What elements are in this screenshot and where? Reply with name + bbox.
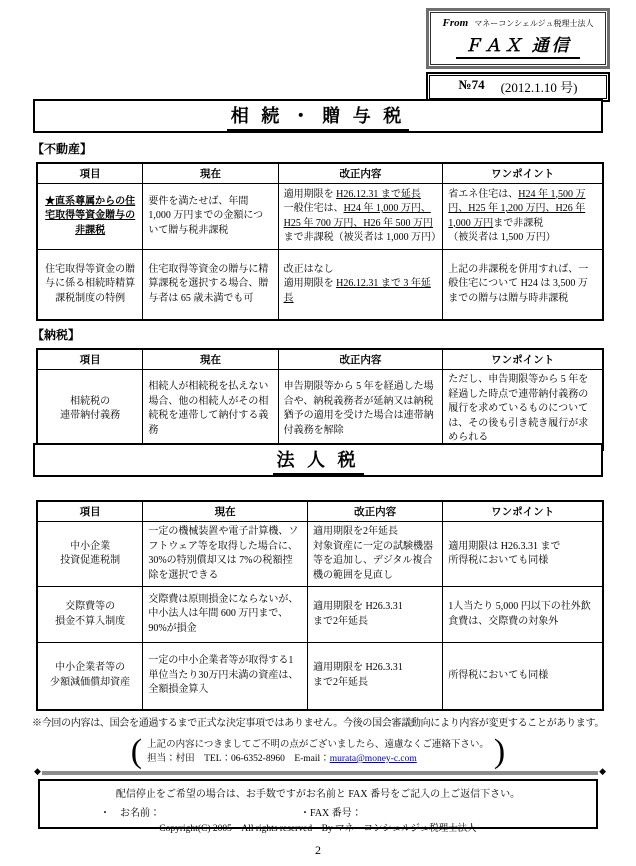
- cell-item: 交際費等の 損金不算入制度: [37, 587, 143, 643]
- fax-newsletter-title: ＦＡＸ 通信: [456, 31, 579, 59]
- cell-current: 要件を満たせば、年間 1,000 万円までの金額について贈与税非課税: [143, 184, 278, 250]
- section-title-corporate-tax: [33, 443, 603, 477]
- right-diamond-icon: ◆: [599, 767, 606, 777]
- cell-current: 交際費は原則損金にならないが、中小法人は年間 600 万円まで、90%が損金: [143, 587, 308, 643]
- cell-item: 住宅取得等資金の贈与に係る相続時精算課税制度の特例: [37, 250, 143, 320]
- tax-table-real-estate: [36, 162, 604, 321]
- unsubscribe-box: [38, 779, 598, 834]
- cell-revision: 改正はなし 適用期限を H26.12.31 まで 3 年延長: [278, 250, 443, 320]
- contact-lines: [147, 738, 489, 766]
- cell-item: 中小企業 投資促進税制: [37, 522, 143, 587]
- cell-current: 一定の中小企業者等が取得する1単位当たり30万円未満の資産は、全額損金算入: [143, 643, 308, 710]
- table-row: [37, 522, 603, 587]
- subsection-label-tax-payment: 【納税】: [32, 328, 81, 342]
- right-paren-icon: ): [493, 733, 506, 770]
- cell-current: 住宅取得等資金の贈与に精算課税を選択する場合、贈与者は 65 歳未満でも可: [143, 250, 278, 320]
- issue-box-inner: [429, 75, 607, 99]
- cell-onepoint: 省エネ住宅は、H24 年 1,500 万円、H25 年 1,200 万円、H26 年 1,000 万円まで非課税 （被災者は 1,500 万円）: [443, 184, 603, 250]
- name-field-label: ・ お名前：: [100, 808, 160, 819]
- contact-note: [0, 733, 636, 770]
- table-row: [37, 370, 603, 450]
- column-header-current: 現在: [143, 349, 278, 370]
- cell-current: 一定の機械装置や電子計算機、ソフトウェア等を取得した場合に、30%の特別償却又は 7%の税額控除を選択できる: [143, 522, 308, 587]
- left-diamond-icon: ◆: [34, 767, 41, 777]
- column-header-revision: 改正内容: [308, 501, 443, 522]
- cell-item: 相続税の 連帯納付義務: [37, 370, 143, 450]
- cell-onepoint: ただし、申告期限等から 5 年を経過した時点で連帯納付義務の履行を求めているものについては、その後も引き続き履行が求められる: [443, 370, 603, 450]
- issue-date: (2012.1.10 号): [500, 80, 578, 95]
- column-header-onepoint: ワンポイント: [443, 501, 603, 522]
- footnote: ※今回の内容は、国会を通過するまで正式な決定事項ではありません。今後の国会審議動向により内容が変更することがあります。: [32, 718, 605, 729]
- fax-newsletter-box: [426, 8, 610, 69]
- copyright: Copyright(C) 2005 All rights reserved By マネーコンシェルジュ税理士法人: [159, 824, 477, 834]
- fax-newsletter-box-inner: [430, 12, 606, 65]
- column-header-onepoint: ワンポイント: [443, 163, 603, 184]
- issue-box: [426, 72, 610, 102]
- tax-table-corporate: [36, 500, 604, 711]
- issue-number: №74: [458, 77, 485, 92]
- cell-item: ★直系尊属からの住宅取得等資金贈与の非課税: [37, 184, 143, 250]
- contact-line1: 上記の内容につきましてご不明の点がございましたら、遠慮なくご連絡下さい。: [147, 740, 489, 750]
- cell-revision: 適用期限を H26.3.31 まで2年延長: [308, 643, 443, 710]
- masthead: [426, 8, 610, 102]
- contact-line2: [147, 752, 489, 766]
- cell-onepoint: 適用期限は H26.3.31 まで 所得税においても同様: [443, 522, 603, 587]
- cell-revision: 申告期限等から 5 年を経過した場合や、納税義務者が延納又は納税猶予の適用を受けた場合は連帯納付義務を解除: [278, 370, 443, 450]
- table-header-row: [37, 501, 603, 522]
- divider-line: [42, 771, 598, 775]
- left-paren-icon: (: [130, 733, 143, 770]
- subsection-label-real-estate: 【不動産】: [32, 142, 93, 156]
- table-row: [37, 184, 603, 250]
- section-title-inheritance-gift-tax: [33, 99, 603, 133]
- column-header-revision: 改正内容: [278, 163, 443, 184]
- column-header-item: 項目: [37, 349, 143, 370]
- table-row: [37, 643, 603, 710]
- cell-current: 相続人が相続税を払えない場合、他の相続人がその相続税を連帯して納付する義務: [143, 370, 278, 450]
- contact-line2-text: 担当：村田 TEL：06-6352-8960 E-mail：: [147, 754, 330, 764]
- from-label: From: [442, 17, 469, 29]
- cell-item: 中小企業者等の 少額減価償却資産: [37, 643, 143, 710]
- tax-table-tax-payment: [36, 348, 604, 451]
- company-name: マネーコンシェルジュ税理士法人: [474, 19, 594, 28]
- from-line: [435, 17, 601, 29]
- column-header-current: 現在: [143, 501, 308, 522]
- unsubscribe-note: 配信停止をご希望の場合は、お手数ですがお名前と FAX 番号をご記入の上ご返信下さい。: [115, 789, 521, 800]
- email-link[interactable]: murata@money-c.com: [329, 754, 417, 764]
- table-header-row: [37, 163, 603, 184]
- table-header-row: [37, 349, 603, 370]
- column-header-item: 項目: [37, 501, 143, 522]
- section-title-text: 法 人 税: [273, 446, 364, 475]
- cell-revision: 適用期限を H26.3.31 まで2年延長: [308, 587, 443, 643]
- cell-revision: 適用期限を2年延長 対象資産に一定の試験機器等を追加し、デジタル複合機の範囲を見直し: [308, 522, 443, 587]
- column-header-item: 項目: [37, 163, 143, 184]
- divider: [34, 768, 606, 777]
- table-row: [37, 250, 603, 320]
- column-header-revision: 改正内容: [278, 349, 443, 370]
- column-header-onepoint: ワンポイント: [443, 349, 603, 370]
- cell-onepoint: 所得税においても同様: [443, 643, 603, 710]
- section-title-text: 相 続 ・ 贈 与 税: [227, 102, 410, 131]
- fax-number-field-label: ・FAX 番号：: [300, 808, 362, 819]
- cell-onepoint: 1人当たり 5,000 円以下の社外飲食費は、交際費の対象外: [443, 587, 603, 643]
- reply-fields: [40, 804, 596, 819]
- cell-onepoint: 上記の非課税を併用すれば、一般住宅について H24 は 3,500 万までの贈与は贈与時非課税: [443, 250, 603, 320]
- page-number: 2: [315, 843, 321, 857]
- column-header-current: 現在: [143, 163, 278, 184]
- cell-revision: 適用期限を H26.12.31 まで延長 一般住宅は、H24 年 1,000 万円、H25 年 700 万円、H26 年 500 万円まで非課税（被災者は 1,000 万円）: [278, 184, 443, 250]
- table-row: [37, 587, 603, 643]
